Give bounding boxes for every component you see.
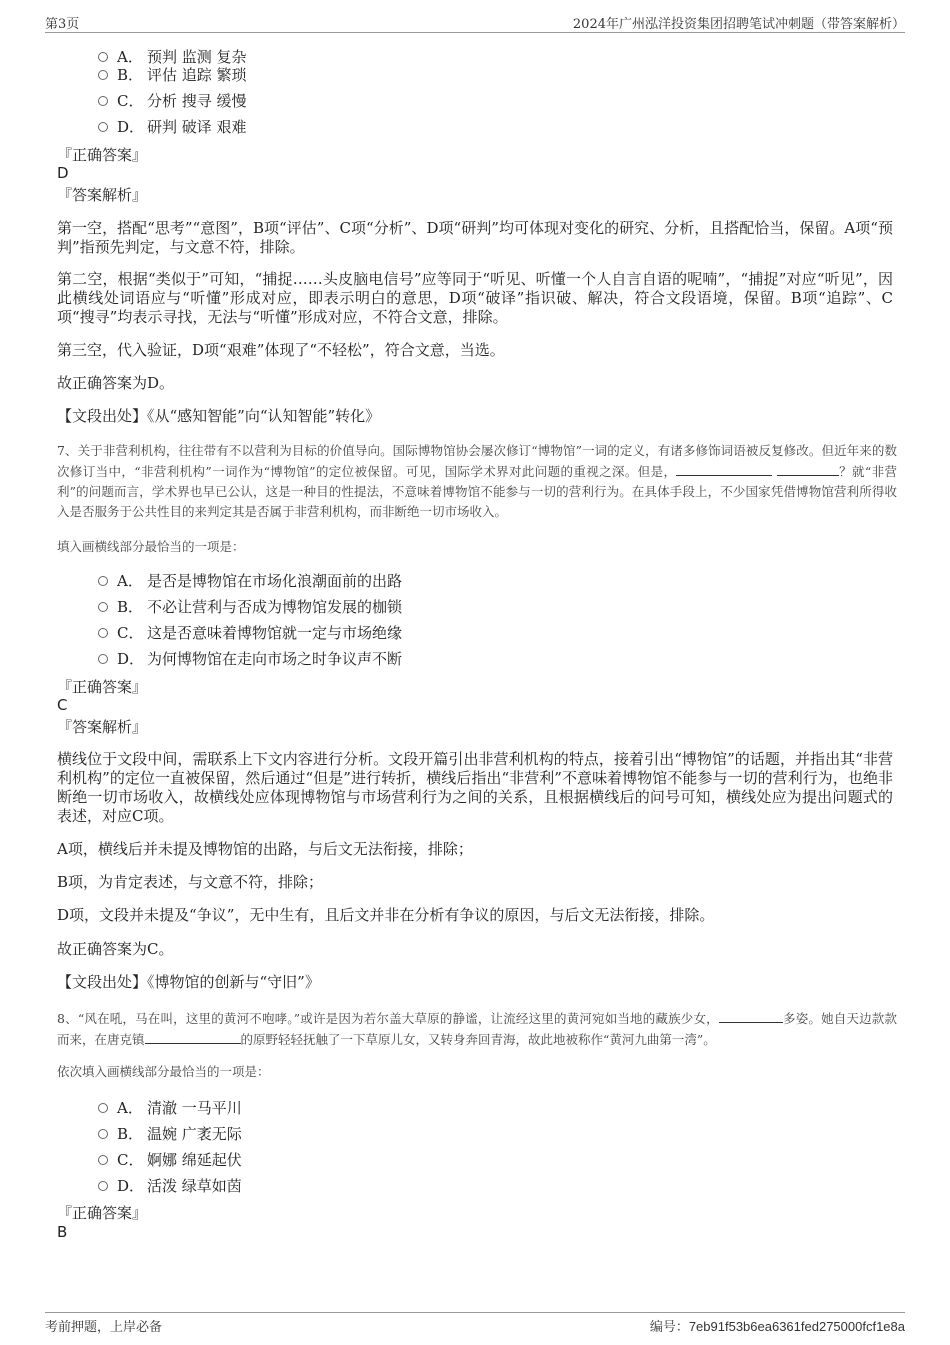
q7-stem: 7、关于非营利机构，往往带有不以营利为目标的价值导向。国际博物馆协会屡次修订“博物馆”一词的定义，有诸多修饰词语被反复修改。但近年来的数次修订当中，“非营利机构”一词作为“博物馆”的定位被保留。可见，国际学术界对此问题的重视之深。但是， ？就“非营利”的问题而言，学术界也早已公认，这是一种目的性提法，不意味着博物馆不能参与一切的营利行为。在具体手段上，不少国家凭借博物馆营利所得收入是否服务于公共性目的来判定其是否属于非营利机构，而非断绝一切市场收入。 (57, 443, 897, 519)
radio-icon[interactable] (98, 122, 108, 132)
radio-icon[interactable] (98, 52, 108, 62)
page-footer (45, 1312, 905, 1333)
q7-answer: C (57, 696, 68, 714)
q7-option-b[interactable]: B． 不必让营利与否成为博物馆发展的枷锁 (98, 597, 402, 617)
q6-analysis-p4: 故正确答案为D。 (57, 374, 175, 392)
radio-icon[interactable] (98, 576, 108, 586)
document-title: 2024年广州泓洋投资集团招聘笔试冲刺题（带答案解析） (572, 17, 905, 32)
q6-option-a[interactable]: A． 预判 监测 复杂 (98, 47, 247, 67)
radio-icon[interactable] (98, 1155, 108, 1165)
radio-icon[interactable] (98, 70, 108, 80)
q6-option-d[interactable]: D． 研判 破译 艰难 (98, 117, 247, 137)
q7-analysis-p4: D项，文段并未提及“争议”，无中生有，且后文并非在分析有争议的原因，与后文无法衔接，排除。 (57, 906, 715, 924)
q8-option-b[interactable]: B． 温婉 广袤无际 (98, 1124, 242, 1144)
radio-icon[interactable] (98, 1103, 108, 1113)
answer-blank (676, 461, 772, 476)
q6-analysis-label: 『答案解析』 (57, 186, 148, 204)
q8-stem: 8、“风在吼，马在叫，这里的黄河不咆哮。”或许是因为若尔盖大草原的静谧，让流经这里的黄河宛如当地的藏族少女， 多姿。她自天边款款而来，在唐克镇 的原野轻轻抚触了一下草原儿女，又转身奔回青海，故此地被称作“黄河九曲第一湾”。 (57, 1008, 897, 1050)
q7-option-a[interactable]: A． 是否是博物馆在市场化浪潮面前的出路 (98, 571, 402, 591)
q7-source: 【文段出处】《博物馆的创新与“守旧”》 (57, 973, 320, 991)
page-number: 第3页 (45, 17, 80, 32)
radio-icon[interactable] (98, 654, 108, 664)
q7-analysis-p3: B项，为肯定表述，与文意不符，排除； (57, 873, 324, 891)
radio-icon[interactable] (98, 96, 108, 106)
radio-icon[interactable] (98, 602, 108, 612)
q6-source: 【文段出处】《从“感知智能”向“认知智能”转化》 (57, 407, 381, 425)
q7-analysis-p2: A项，横线后并未提及博物馆的出路，与后文无法衔接，排除； (57, 840, 473, 858)
q8-answer: B (57, 1223, 68, 1241)
radio-icon[interactable] (98, 1181, 108, 1191)
q7-analysis-p5: 故正确答案为C。 (57, 940, 174, 958)
page-header (45, 10, 905, 33)
q7-analysis-label: 『答案解析』 (57, 718, 148, 736)
radio-icon[interactable] (98, 628, 108, 638)
q6-option-c[interactable]: C． 分析 搜寻 缓慢 (98, 91, 247, 111)
q8-option-c[interactable]: C． 婀娜 绵延起伏 (98, 1150, 242, 1170)
q6-answer-label: 『正确答案』 (57, 146, 148, 164)
q8-answer-label: 『正确答案』 (57, 1204, 148, 1222)
q6-analysis-p2: 第二空，根据“类似于”可知，“捕捉……头皮脑电信号”应等同于“听见、听懂一个人自言自语的呢喃”，“捕捉”对应“听见”，因此横线处词语应与“听懂”形成对应，即表示明白的意思，D项“破译”指识破、解决，符合文段语境，保留。B项“追踪”、C项“搜寻”均表示寻找，无法与“听懂”形成对应，不符合文意，排除。 (57, 270, 893, 326)
q8-instruction: 依次填入画横线部分最恰当的一项是： (57, 1064, 270, 1079)
q7-option-c[interactable]: C． 这是否意味着博物馆就一定与市场绝缘 (98, 623, 402, 643)
q7-instruction: 填入画横线部分最恰当的一项是： (57, 539, 245, 554)
q8-option-d[interactable]: D． 活泼 绿草如茵 (98, 1176, 242, 1196)
footer-slogan: 考前押题，上岸必备 (45, 1320, 163, 1335)
radio-icon[interactable] (98, 1129, 108, 1139)
q6-answer: D (57, 164, 69, 182)
answer-blank (145, 1029, 241, 1044)
q7-analysis-p1: 横线位于文段中间，需联系上下文内容进行分析。文段开篇引出非营利机构的特点，接着引出“博物馆”的话题，并指出其“非营利机构”的定位一直被保留，然后通过“但是”进行转折，横线后指出“非营利”不意味着博物馆不能参与一切的营利行为，也绝非断绝一切市场收入，故横线处应体现博物馆与市场营利行为之间的关系，且根据横线后的问号可知，横线处应为提出问题式的表述，对应C项。 (57, 750, 893, 825)
q6-analysis-p1: 第一空，搭配“思考”“意图”，B项“评估”、C项“分析”、D项“研判”均可体现对变化的研究、分析，且搭配恰当，保留。A项“预判”指预先判定，与文意不符，排除。 (57, 219, 893, 256)
q7-option-d[interactable]: D． 为何博物馆在走向市场之时争议声不断 (98, 649, 402, 669)
answer-blank (777, 461, 839, 476)
answer-blank (719, 1008, 783, 1023)
q8-option-a[interactable]: A． 清澈 一马平川 (98, 1098, 242, 1118)
q6-analysis-p3: 第三空，代入验证，D项“艰难”体现了“不轻松”，符合文意，当选。 (57, 341, 505, 359)
document-code: 编号：7eb91f53b6ea6361fed275000fcf1e8a (649, 1319, 905, 1335)
q7-answer-label: 『正确答案』 (57, 678, 148, 696)
q6-option-b[interactable]: B． 评估 追踪 繁琐 (98, 65, 247, 85)
